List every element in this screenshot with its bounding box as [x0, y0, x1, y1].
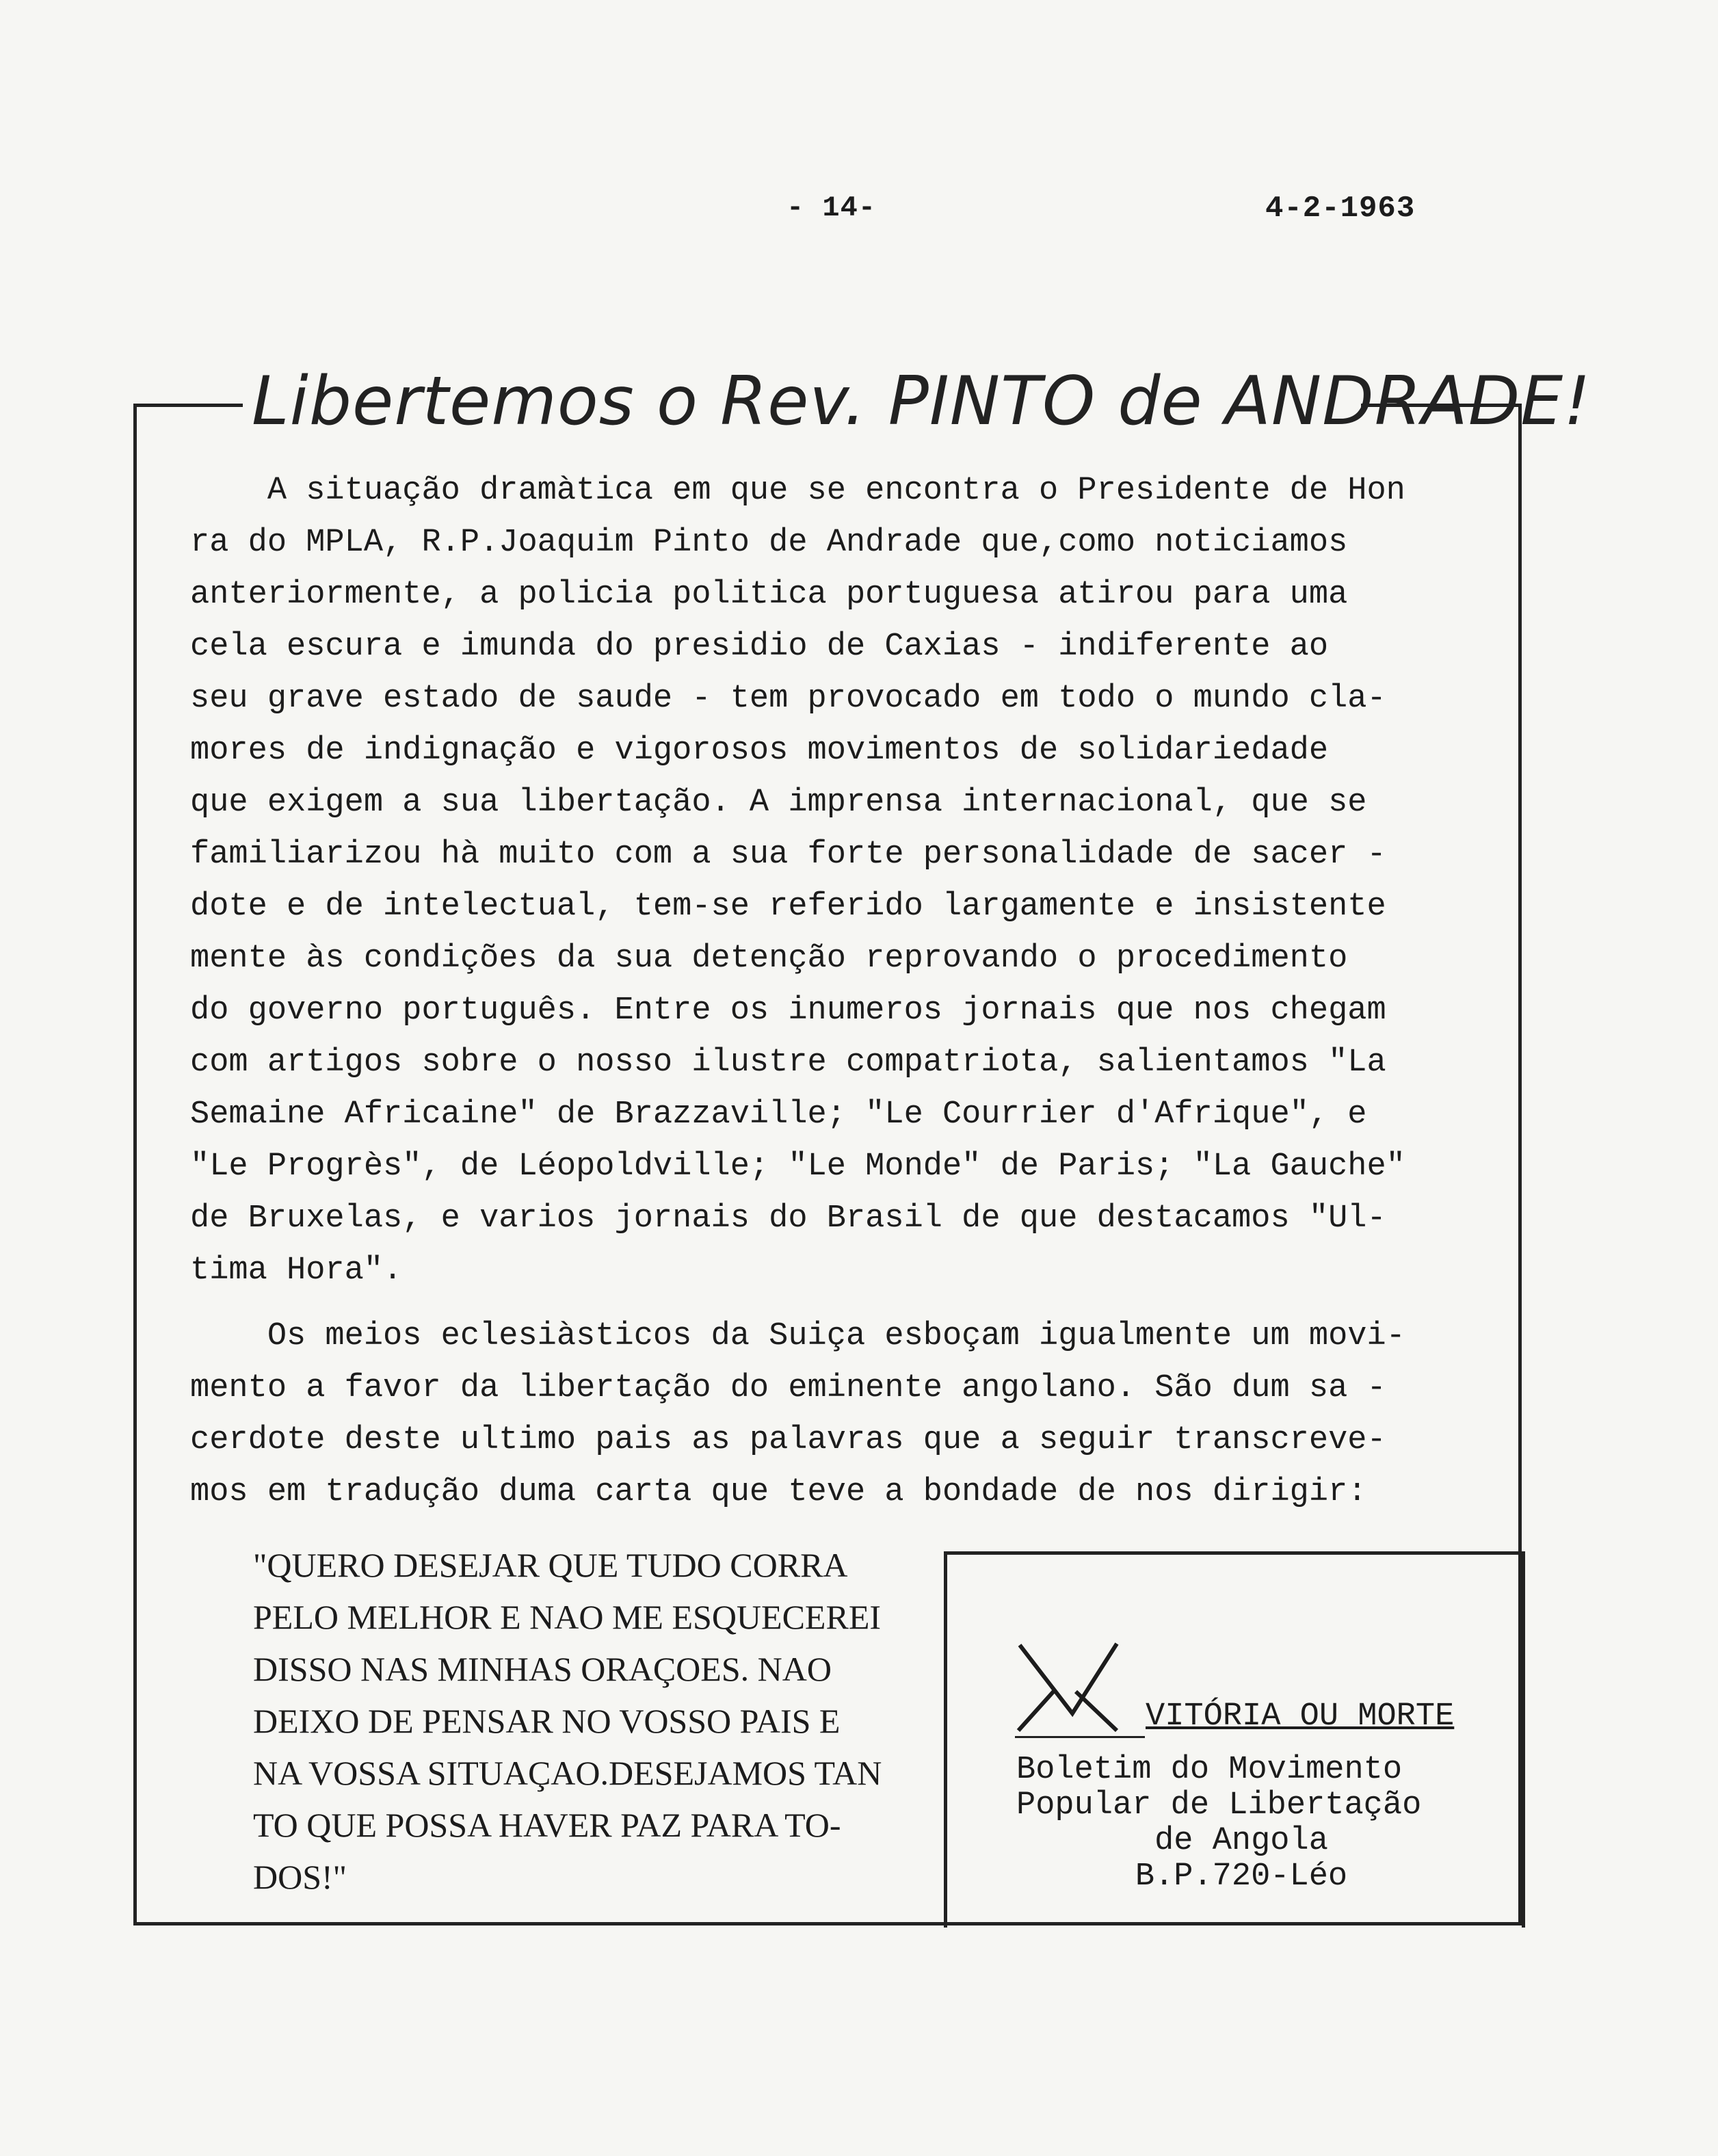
info-box-title: VITÓRIA OU MORTE [1146, 1698, 1455, 1735]
text-line: Os meios eclesiàsticos da Suiça esboçam igualmente um movi- [190, 1318, 1405, 1354]
info-line: B.P.720-Léo [1135, 1858, 1348, 1895]
quote-line: DEIXO DE PENSAR NO VOSSO PAIS E [253, 1702, 841, 1740]
info-box-lines [957, 1752, 1525, 1895]
page-date: 4-2-1963 [1265, 192, 1416, 226]
article-paragraph-1 [190, 465, 1490, 1297]
quote-line: PELO MELHOR E NAO ME ESQUECEREI [253, 1598, 882, 1636]
text-line: tima Hora". [190, 1252, 403, 1289]
text-line: com artigos sobre o nosso ilustre compatriota, salientamos "La [190, 1044, 1386, 1081]
text-line: A situação dramàtica em que se encontra o Presidente de Hon [190, 473, 1405, 509]
article-title: Libertemos o Rev. PINTO de ANDRADE! [252, 363, 1591, 441]
quote-line: DOS!" [253, 1858, 347, 1896]
text-line: familiarizou hà muito com a sua forte personalidade de sacer - [190, 837, 1386, 873]
text-line: dote e de intelectual, tem-se referido largamente e insistente [190, 889, 1386, 925]
text-line: cerdote deste ultimo pais as palavras que a seguir transcreve- [190, 1422, 1386, 1458]
text-line: mento a favor da libertação do eminente angolano. São dum sa - [190, 1370, 1386, 1406]
text-line: mos em tradução duma carta que teve a bondade de nos dirigir: [190, 1474, 1367, 1510]
quote-line: NA VOSSA SITUAÇAO.DESEJAMOS TAN [253, 1754, 882, 1792]
page-number: - 14- [787, 192, 877, 224]
text-line: que exigem a sua libertação. A imprensa internacional, que se [190, 785, 1367, 821]
article-paragraph-2 [190, 1311, 1490, 1519]
quoted-letter [253, 1539, 923, 1903]
text-line: seu grave estado de saude - tem provocado em todo o mundo cla- [190, 681, 1386, 717]
info-line: Boletim do Movimento [1016, 1752, 1403, 1788]
quote-line: "QUERO DESEJAR QUE TUDO CORRA [253, 1546, 848, 1584]
frame-top-rule-left [133, 404, 243, 407]
quote-line: DISSO NAS MINHAS ORAÇOES. NAO [253, 1650, 832, 1688]
text-line: cela escura e imunda do presidio de Caxias - indiferente ao [190, 629, 1329, 665]
info-line: de Angola [1154, 1823, 1328, 1859]
mpla-emblem-icon [1014, 1638, 1131, 1734]
text-line: do governo português. Entre os inumeros jornais que nos chegam [190, 992, 1386, 1029]
info-line: Popular de Libertação [1016, 1787, 1422, 1824]
text-line: ra do MPLA, R.P.Joaquim Pinto de Andrade que,como noticiamos [190, 525, 1348, 561]
text-line: mente às condições da sua detenção reprovando o procedimento [190, 941, 1348, 977]
text-line: "Le Progrès", de Léopoldville; "Le Monde" de Paris; "La Gauche" [190, 1148, 1405, 1185]
quote-line: TO QUE POSSA HAVER PAZ PARA TO- [253, 1806, 841, 1844]
text-line: mores de indignação e vigorosos movimentos de solidariedade [190, 733, 1329, 769]
info-underline-left [1015, 1736, 1145, 1738]
text-line: Semaine Africaine" de Brazzaville; "Le Courrier d'Afrique", e [190, 1096, 1367, 1133]
text-line: anteriormente, a policia politica portuguesa atirou para uma [190, 577, 1348, 613]
text-line: de Bruxelas, e varios jornais do Brasil de que destacamos "Ul- [190, 1200, 1386, 1237]
